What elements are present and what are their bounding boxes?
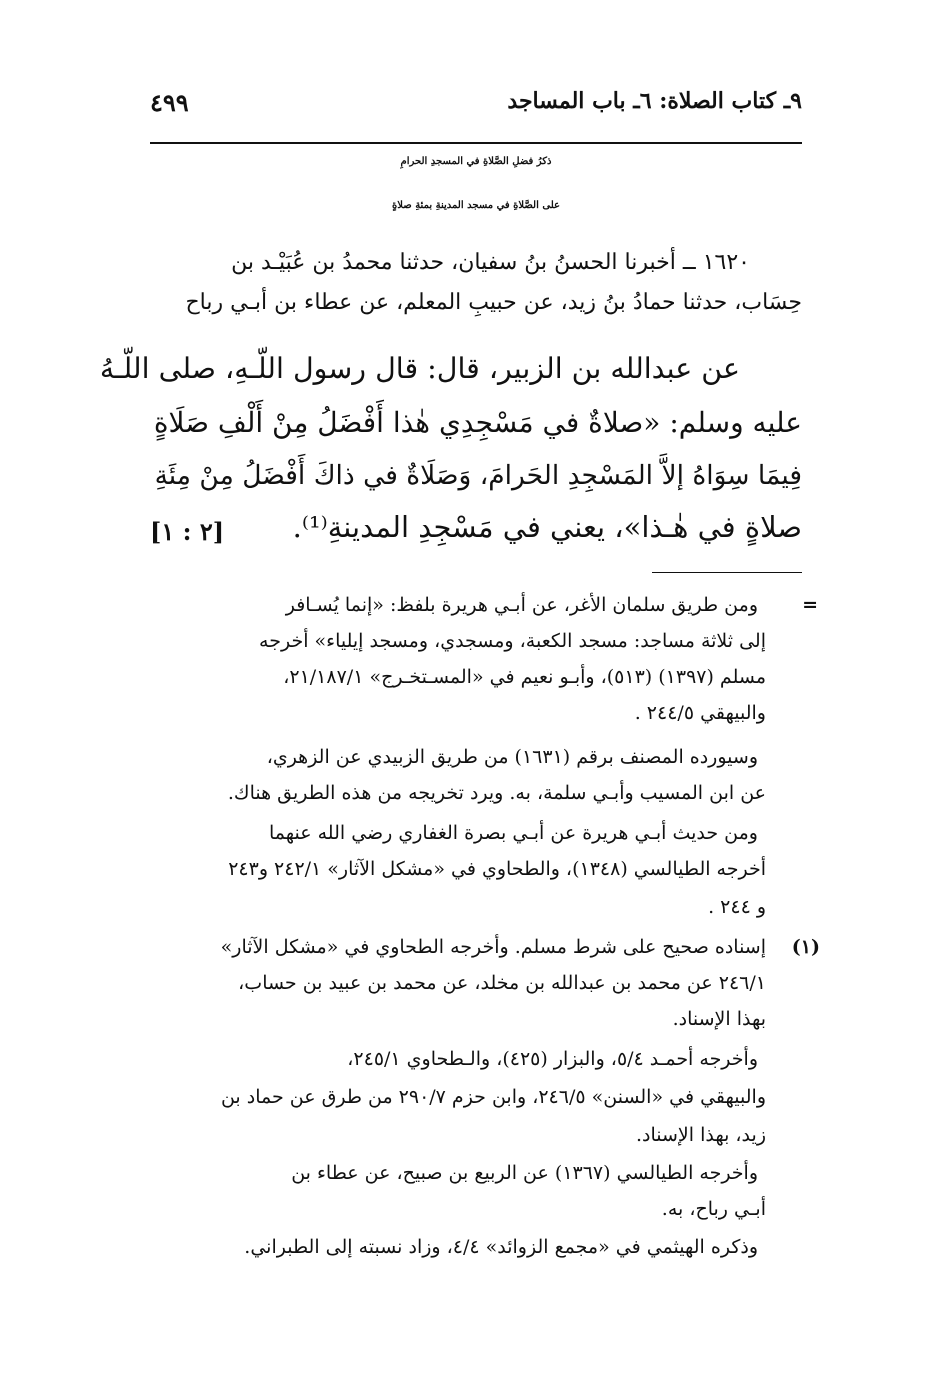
- grading-reference: [٢ : ١]: [150, 517, 225, 546]
- footnote-separator: [652, 572, 802, 573]
- footnote-line: زيد، بهذا الإسناد.: [635, 1124, 766, 1146]
- chapter-heading-line-1: ذكرُ فضلِ الصَّلاةِ في المسجدِ الحرامِ: [400, 156, 552, 167]
- footnote-line: إسناده صحيح على شرط مسلم. وأخرجه الطحاوي في «مشكل الآثار»: [220, 936, 766, 958]
- footnote-line: أبـي رباح، به.: [661, 1198, 766, 1220]
- footnote-line: مسلم (١٣٩٧) (٥١٣)، وأبـو نعيم في «المسـتخـرج» ٢١/١٨٧/١،: [283, 666, 766, 688]
- footnote-number: (١): [791, 936, 820, 958]
- hadith-line: صلاةٍ في هٰـذا»، يعني في مَسْجِدِ المدينةِ⁽¹⁾.: [292, 510, 802, 544]
- footnote-line: وأخرجه الطيالسي (١٣٦٧) عن الربيع بن صبيح، عن عطاء بن: [291, 1162, 758, 1184]
- footnote-line: وسيورده المصنف برقم (١٦٣١) من طريق الزبيدي عن الزهري،: [266, 746, 758, 768]
- running-header: [150, 88, 802, 128]
- hadith-line: حِسَاب، حدثنا حمادُ بنُ زيد، عن حبيبِ المعلم، عن عطاء بن أبـي رباح: [185, 290, 802, 315]
- hadith-line: عليه وسلم: «صلاةٌ في مَسْجِدِي هٰذا أَفْضَلُ مِنْ أَلْفِ صَلَاةٍ: [153, 406, 802, 439]
- footnote-line: والبيهقي ٢٤٤/٥ .: [634, 702, 766, 724]
- footnote-line: و ٢٤٤ .: [708, 896, 766, 918]
- continuation-marker: =: [802, 594, 818, 616]
- footnote-line: إلى ثلاثة مساجد: مسجد الكعبة، ومسجدي، ومسجد إيلياء» أخرجه: [259, 630, 766, 652]
- footnote-line: وأخرجه أحمـد ٥/٤، والبزار (٤٢٥)، والـطحاوي ٢٤٥/١،: [347, 1048, 758, 1070]
- page-number: ٤٩٩: [150, 88, 189, 117]
- footnote-line: والبيهقي في «السنن» ٢٤٦/٥، وابن حزم ٢٩٠/٧ من طرق عن حماد بن: [220, 1086, 766, 1108]
- hadith-line: عن عبدالله بن الزبير، قال: قال رسول اللّـهِ، صلى اللّـهُ: [99, 352, 740, 385]
- chapter-heading-line-2: على الصَّلاةِ في مسجد المدينةِ بمئةِ صلاةٍ: [392, 200, 560, 211]
- hadith-line: فِيمَا سِوَاهُ إلاَّ المَسْجِدِ الحَرامَ، وَصَلَاةٌ في ذاكَ أَفْضَلُ مِنْ مِئَةِ: [154, 460, 802, 491]
- footnote-line: ٢٤٦/١ عن محمد بن عبدالله بن مخلد، عن محمد بن عبيد بن حساب،: [238, 972, 766, 994]
- header-rule: [150, 142, 802, 144]
- footnote-line: أخرجه الطيالسي (١٣٤٨)، والطحاوي في «مشكل الآثار» ٢٤٢/١ و٢٤٣: [228, 858, 766, 880]
- hadith-line: ١٦٢٠ ــ أخبرنا الحسنُ بنُ سفيان، حدثنا محمدُ بن عُبَيْـد بن: [231, 250, 750, 275]
- header-title: ٩ـ كتاب الصلاة: ٦ـ باب المساجد: [507, 88, 802, 114]
- footnote-line: بهذا الإسناد.: [672, 1008, 766, 1030]
- footnote-line: وذكره الهيثمي في «مجمع الزوائد» ٤/٤، وزاد نسبته إلى الطبراني.: [244, 1236, 758, 1258]
- footnote-line: عن ابن المسيب وأبـي سلمة، به. ويرد تخريجه من هذه الطريق هناك.: [227, 782, 766, 804]
- footnote-line: ومن طريق سلمان الأغر، عن أبـي هريرة بلفظ: «إنما يُسـافر: [285, 594, 758, 616]
- footnote-line: ومن حديث أبـي هريرة عن أبـي بصرة الغفاري رضي الله عنهما: [268, 822, 758, 844]
